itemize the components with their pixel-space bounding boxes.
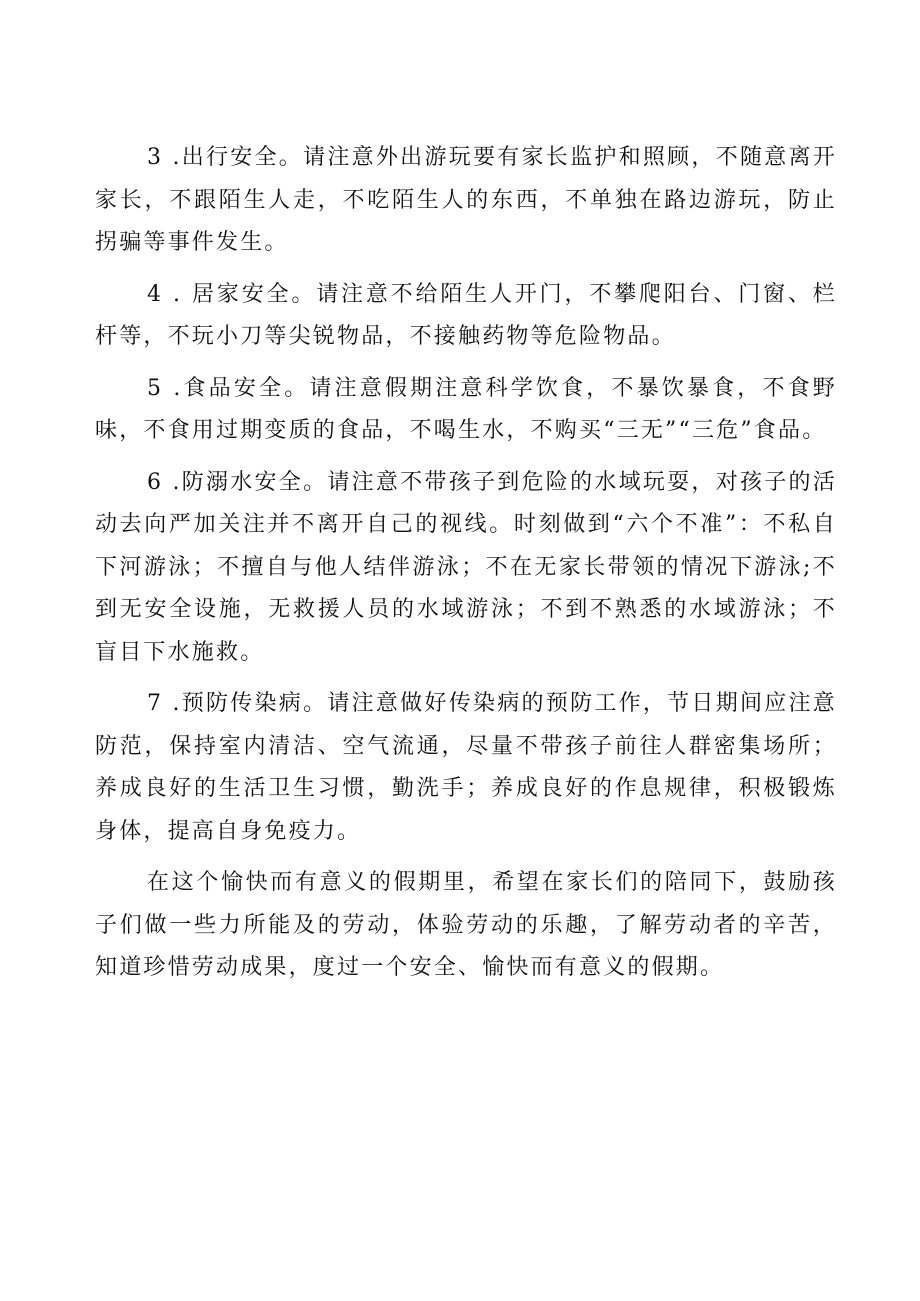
paragraph-disease-prevention: 7 .预防传染病。请注意做好传染病的预防工作，节日期间应注意防范，保持室内清洁、空气流通，尽量不带孩子前往人群密集场所；养成良好的生活卫生习惯，勤洗手；养成良好的作息规律，积极锻炼身体，提高自身免疫力。 bbox=[95, 691, 837, 844]
paragraph-closing: 在这个愉快而有意义的假期里，希望在家长们的陪同下，鼓励孩子们做一些力所能及的劳动，体验劳动的乐趣，了解劳动者的辛苦，知道珍惜劳动成果，度过一个安全、愉快而有意义的假期。 bbox=[95, 870, 837, 980]
paragraph-home-safety: 4 . 居家安全。请注意不给陌生人开门，不攀爬阳台、门窗、栏杆等，不玩小刀等尖锐物品，不接触药物等危险物品。 bbox=[95, 281, 837, 349]
document-body bbox=[95, 137, 837, 999]
paragraph-food-safety: 5 .食品安全。请注意假期注意科学饮食，不暴饮暴食，不食野味，不食用过期变质的食品，不喝生水，不购买“三无”“三危”食品。 bbox=[95, 375, 837, 443]
paragraph-drowning-prevention: 6 .防溺水安全。请注意不带孩子到危险的水域玩耍，对孩子的活动去向严加关注并不离开自己的视线。时刻做到“六个不准”：不私自下河游泳；不擅自与他人结伴游泳；不在无家长带领的情况下游泳;不到无安全设施，无救援人员的水域游泳；不到不熟悉的水域游泳；不盲目下水施救。 bbox=[95, 469, 837, 665]
paragraph-travel-safety: 3 .出行安全。请注意外出游玩要有家长监护和照顾，不随意离开家长，不跟陌生人走，不吃陌生人的东西，不单独在路边游玩，防止拐骗等事件发生。 bbox=[95, 145, 837, 255]
